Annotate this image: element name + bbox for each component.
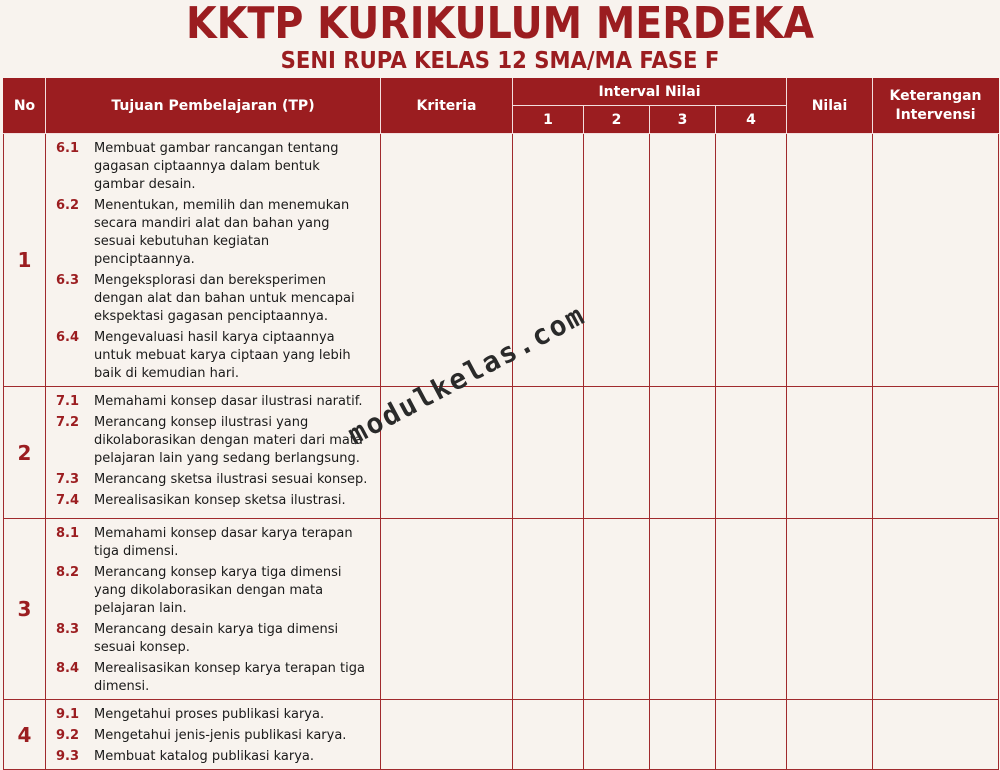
tp-item [56, 621, 372, 657]
tp-text: Merancang sketsa ilustrasi sesuai konsep. [94, 472, 368, 487]
header-interval-1: 1 [513, 106, 584, 134]
nilai-cell[interactable] [787, 519, 873, 700]
tp-cell [46, 134, 381, 387]
tp-cell [46, 387, 381, 519]
tp-text: Mengetahui proses publikasi karya. [94, 707, 325, 722]
tp-text: Membuat katalog publikasi karya. [94, 749, 314, 764]
page-subtitle: SENI RUPA KELAS 12 SMA/MA FASE F [280, 48, 720, 74]
tp-item [56, 660, 372, 696]
tp-item [56, 471, 372, 489]
header-tp: Tujuan Pembelajaran (TP) [46, 79, 381, 134]
header-interval-4: 4 [716, 106, 787, 134]
table-row [4, 700, 999, 770]
header-nilai: Nilai [787, 79, 873, 134]
interval-2-cell[interactable] [584, 519, 650, 700]
tp-code: 9.3 [56, 749, 80, 764]
interval-2-cell[interactable] [584, 134, 650, 387]
tp-code: 7.3 [56, 472, 80, 487]
keterangan-cell[interactable] [873, 519, 999, 700]
tp-cell [46, 519, 381, 700]
tp-text: Membuat gambar rancangan tentang gagasan ciptaannya dalam bentuk gambar desain. [94, 141, 339, 192]
header-interval: Interval Nilai [513, 79, 787, 106]
tp-code: 6.3 [56, 273, 80, 288]
tp-code: 8.4 [56, 661, 80, 676]
keterangan-cell[interactable] [873, 387, 999, 519]
header-interval-3: 3 [650, 106, 716, 134]
table-body [4, 134, 999, 770]
nilai-cell[interactable] [787, 134, 873, 387]
tp-code: 8.2 [56, 565, 80, 580]
header-interval-2: 2 [584, 106, 650, 134]
interval-3-cell[interactable] [650, 134, 716, 387]
tp-item [56, 748, 372, 766]
tp-code: 7.2 [56, 415, 80, 430]
kriteria-cell[interactable] [381, 519, 513, 700]
tp-item [56, 706, 372, 724]
tp-item [56, 197, 372, 269]
tp-code: 6.1 [56, 141, 80, 156]
tp-item [56, 492, 372, 510]
interval-2-cell[interactable] [584, 700, 650, 770]
tp-text: Menentukan, memilih dan menemukan secara mandiri alat dan bahan yang sesuai kebutuhan kegiatan penciptaannya. [94, 198, 350, 267]
interval-1-cell[interactable] [513, 519, 584, 700]
row-number: 1 [4, 134, 46, 387]
nilai-cell[interactable] [787, 700, 873, 770]
row-number: 4 [4, 700, 46, 770]
tp-item [56, 525, 372, 561]
page-title: KKTP KURIKULUM MERDEKA [185, 0, 815, 49]
tp-text: Mengetahui jenis-jenis publikasi karya. [94, 728, 347, 743]
tp-code: 9.2 [56, 728, 80, 743]
tp-text: Merealisasikan konsep karya terapan tiga dimensi. [94, 661, 365, 694]
nilai-cell[interactable] [787, 387, 873, 519]
tp-item [56, 140, 372, 194]
interval-4-cell[interactable] [716, 387, 787, 519]
header-keterangan: Keterangan Intervensi [873, 79, 999, 134]
interval-2-cell[interactable] [584, 387, 650, 519]
tp-item [56, 564, 372, 618]
tp-text: Merancang konsep karya tiga dimensi yang dikolaborasikan dengan mata pelajaran lain. [94, 565, 342, 616]
tp-cell [46, 700, 381, 770]
keterangan-cell[interactable] [873, 700, 999, 770]
interval-4-cell[interactable] [716, 700, 787, 770]
tp-text: Memahami konsep dasar karya terapan tiga dimensi. [94, 526, 353, 559]
tp-item [56, 329, 372, 383]
interval-4-cell[interactable] [716, 134, 787, 387]
tp-text: Mengevaluasi hasil karya ciptaannya untuk mebuat karya ciptaan yang lebih baik di kemudian hari. [94, 330, 351, 381]
tp-text: Mengeksplorasi dan bereksperimen dengan alat dan bahan untuk mencapai ekspektasi gagasan penciptaannya. [94, 273, 355, 324]
row-number: 3 [4, 519, 46, 700]
tp-item [56, 414, 372, 468]
tp-code: 8.3 [56, 622, 80, 637]
tp-item [56, 727, 372, 745]
header-no: No [4, 79, 46, 134]
interval-1-cell[interactable] [513, 700, 584, 770]
row-number: 2 [4, 387, 46, 519]
watermark: modulkelas.com [342, 297, 591, 452]
tp-item [56, 272, 372, 326]
tp-text: Merancang konsep ilustrasi yang dikolaborasikan dengan materi dari mata pelajaran lain yang sedang berlangsung. [94, 415, 363, 466]
interval-3-cell[interactable] [650, 387, 716, 519]
interval-3-cell[interactable] [650, 700, 716, 770]
tp-code: 6.4 [56, 330, 80, 345]
keterangan-cell[interactable] [873, 134, 999, 387]
tp-code: 7.1 [56, 394, 80, 409]
table-row [4, 519, 999, 700]
interval-1-cell[interactable] [513, 387, 584, 519]
interval-4-cell[interactable] [716, 519, 787, 700]
tp-text: Merancang desain karya tiga dimensi sesuai konsep. [94, 622, 339, 655]
kriteria-cell[interactable] [381, 700, 513, 770]
tp-text: Merealisasikan konsep sketsa ilustrasi. [94, 493, 346, 508]
interval-3-cell[interactable] [650, 519, 716, 700]
header-kriteria: Kriteria [381, 79, 513, 134]
tp-code: 8.1 [56, 526, 80, 541]
tp-code: 7.4 [56, 493, 80, 508]
tp-text: Memahami konsep dasar ilustrasi naratif. [94, 394, 363, 409]
tp-code: 9.1 [56, 707, 80, 722]
tp-code: 6.2 [56, 198, 80, 213]
kktp-table [3, 78, 999, 770]
tp-item [56, 393, 372, 411]
table-row [4, 387, 999, 519]
